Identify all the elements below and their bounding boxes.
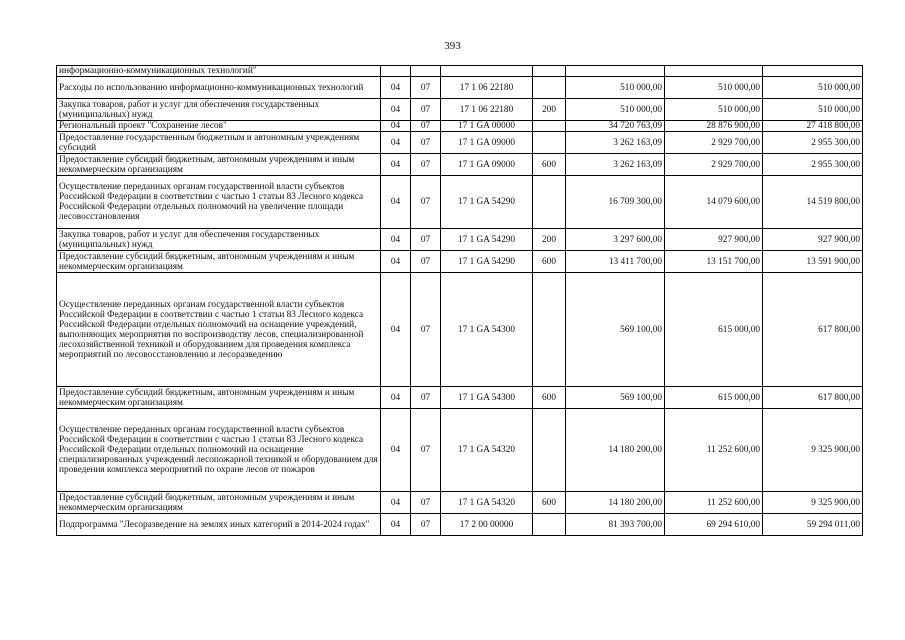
item-name: Расходы по использованию информационно-коммуникационных технологий bbox=[57, 77, 381, 99]
section-code bbox=[381, 66, 411, 77]
section-code: 04 bbox=[381, 121, 411, 132]
target-article-code: 17 1 06 22180 bbox=[441, 99, 533, 121]
target-article-code: 17 1 GA 54320 bbox=[441, 409, 533, 492]
item-name: Предоставление субсидий бюджетным, автономным учреждениям и иным некоммерческим организациям bbox=[57, 251, 381, 273]
target-article-code: 17 1 GA 54300 bbox=[441, 387, 533, 409]
target-article-code: 17 1 GA 54320 bbox=[441, 492, 533, 514]
amount-year-3 bbox=[763, 66, 863, 77]
expense-type-code: 200 bbox=[533, 229, 566, 251]
section-code: 04 bbox=[381, 229, 411, 251]
item-name: Подпрограмма "Лесоразведение на землях иных категорий в 2014-2024 годах" bbox=[57, 514, 381, 536]
expense-type-code bbox=[533, 77, 566, 99]
amount-year-3: 27 418 800,00 bbox=[763, 121, 863, 132]
amount-year-3: 13 591 900,00 bbox=[763, 251, 863, 273]
amount-year-1: 569 100,00 bbox=[566, 387, 665, 409]
target-article-code: 17 1 06 22180 bbox=[441, 77, 533, 99]
section-code: 04 bbox=[381, 409, 411, 492]
target-article-code: 17 1 GA 54290 bbox=[441, 229, 533, 251]
amount-year-1: 81 393 700,00 bbox=[566, 514, 665, 536]
amount-year-3: 9 325 900,00 bbox=[763, 492, 863, 514]
subsection-code: 07 bbox=[411, 229, 441, 251]
section-code: 04 bbox=[381, 77, 411, 99]
subsection-code: 07 bbox=[411, 251, 441, 273]
subsection-code: 07 bbox=[411, 176, 441, 229]
table-row bbox=[57, 251, 863, 273]
subsection-code: 07 bbox=[411, 132, 441, 154]
item-name: информационно-коммуникационных технологий" bbox=[57, 66, 381, 77]
target-article-code: 17 1 GA 54290 bbox=[441, 251, 533, 273]
expense-type-code: 200 bbox=[533, 99, 566, 121]
expense-type-code bbox=[533, 176, 566, 229]
subsection-code: 07 bbox=[411, 387, 441, 409]
table-row bbox=[57, 273, 863, 387]
subsection-code: 07 bbox=[411, 273, 441, 387]
amount-year-3: 2 955 300,00 bbox=[763, 154, 863, 176]
expense-type-code bbox=[533, 121, 566, 132]
section-code: 04 bbox=[381, 99, 411, 121]
item-name: Предоставление государственным бюджетным и автономным учреждениям субсидий bbox=[57, 132, 381, 154]
subsection-code: 07 bbox=[411, 99, 441, 121]
amount-year-3: 510 000,00 bbox=[763, 99, 863, 121]
amount-year-2: 13 151 700,00 bbox=[665, 251, 763, 273]
amount-year-3: 510 000,00 bbox=[763, 77, 863, 99]
target-article-code: 17 1 GA 54290 bbox=[441, 176, 533, 229]
section-code: 04 bbox=[381, 273, 411, 387]
amount-year-2: 615 000,00 bbox=[665, 273, 763, 387]
expense-type-code bbox=[533, 66, 566, 77]
table-row bbox=[57, 121, 863, 132]
table-row bbox=[57, 154, 863, 176]
amount-year-3: 2 955 300,00 bbox=[763, 132, 863, 154]
amount-year-1: 569 100,00 bbox=[566, 273, 665, 387]
amount-year-3: 617 800,00 bbox=[763, 273, 863, 387]
amount-year-2: 28 876 900,00 bbox=[665, 121, 763, 132]
section-code: 04 bbox=[381, 132, 411, 154]
amount-year-2: 510 000,00 bbox=[665, 99, 763, 121]
amount-year-2 bbox=[665, 66, 763, 77]
amount-year-1 bbox=[566, 66, 665, 77]
item-name: Осуществление переданных органам государственной власти субъектов Российской Федерации в соответствии с частью 1 статьи 83 Лесного кодекса Российской Федерации отдельных полномочий на оснащение учреждений, выполняющих мероприятия по воспроизводству лесов, специализированной лесохозяйственной техникой и оборудованием для проведения комплекса мероприятий по лесовосстановлению и лесоразведению bbox=[57, 273, 381, 387]
table-row bbox=[57, 132, 863, 154]
amount-year-3: 14 519 800,00 bbox=[763, 176, 863, 229]
expense-type-code: 600 bbox=[533, 251, 566, 273]
target-article-code: 17 1 GA 09000 bbox=[441, 154, 533, 176]
target-article-code bbox=[441, 66, 533, 77]
amount-year-2: 615 000,00 bbox=[665, 387, 763, 409]
target-article-code: 17 2 00 00000 bbox=[441, 514, 533, 536]
amount-year-1: 3 262 163,09 bbox=[566, 132, 665, 154]
subsection-code: 07 bbox=[411, 121, 441, 132]
budget-table bbox=[56, 65, 863, 536]
item-name: Региональный проект "Сохранение лесов" bbox=[57, 121, 381, 132]
expense-type-code: 600 bbox=[533, 492, 566, 514]
amount-year-3: 617 800,00 bbox=[763, 387, 863, 409]
amount-year-1: 16 709 300,00 bbox=[566, 176, 665, 229]
section-code: 04 bbox=[381, 492, 411, 514]
subsection-code: 07 bbox=[411, 77, 441, 99]
section-code: 04 bbox=[381, 387, 411, 409]
amount-year-3: 9 325 900,00 bbox=[763, 409, 863, 492]
subsection-code: 07 bbox=[411, 492, 441, 514]
amount-year-2: 510 000,00 bbox=[665, 77, 763, 99]
target-article-code: 17 1 GA 00000 bbox=[441, 121, 533, 132]
amount-year-2: 2 929 700,00 bbox=[665, 132, 763, 154]
section-code: 04 bbox=[381, 251, 411, 273]
subsection-code: 07 bbox=[411, 154, 441, 176]
expense-type-code bbox=[533, 514, 566, 536]
target-article-code: 17 1 GA 09000 bbox=[441, 132, 533, 154]
item-name: Предоставление субсидий бюджетным, автономным учреждениям и иным некоммерческим организациям bbox=[57, 387, 381, 409]
item-name: Предоставление субсидий бюджетным, автономным учреждениям и иным некоммерческим организациям bbox=[57, 492, 381, 514]
section-code: 04 bbox=[381, 514, 411, 536]
amount-year-2: 69 294 610,00 bbox=[665, 514, 763, 536]
table-row bbox=[57, 229, 863, 251]
amount-year-2: 11 252 600,00 bbox=[665, 492, 763, 514]
amount-year-1: 13 411 700,00 bbox=[566, 251, 665, 273]
amount-year-1: 14 180 200,00 bbox=[566, 492, 665, 514]
item-name: Закупка товаров, работ и услуг для обеспечения государственных (муниципальных) нужд bbox=[57, 99, 381, 121]
item-name: Предоставление субсидий бюджетным, автономным учреждениям и иным некоммерческим организациям bbox=[57, 154, 381, 176]
amount-year-1: 510 000,00 bbox=[566, 99, 665, 121]
table-row bbox=[57, 77, 863, 99]
table-row bbox=[57, 66, 863, 77]
amount-year-1: 3 297 600,00 bbox=[566, 229, 665, 251]
amount-year-1: 3 262 163,09 bbox=[566, 154, 665, 176]
amount-year-2: 2 929 700,00 bbox=[665, 154, 763, 176]
subsection-code: 07 bbox=[411, 409, 441, 492]
item-name: Закупка товаров, работ и услуг для обеспечения государственных (муниципальных) нужд bbox=[57, 229, 381, 251]
item-name: Осуществление переданных органам государственной власти субъектов Российской Федерации в соответствии с частью 1 статьи 83 Лесного кодекса Российской Федерации отдельных полномочий на оснащение специализированных учреждений лесопожарной техникой и оборудованием для проведения комплекса мероприятий по охране лесов от пожаров bbox=[57, 409, 381, 492]
expense-type-code: 600 bbox=[533, 387, 566, 409]
amount-year-2: 14 079 600,00 bbox=[665, 176, 763, 229]
amount-year-1: 14 180 200,00 bbox=[566, 409, 665, 492]
amount-year-3: 927 900,00 bbox=[763, 229, 863, 251]
table-row bbox=[57, 492, 863, 514]
amount-year-2: 11 252 600,00 bbox=[665, 409, 763, 492]
section-code: 04 bbox=[381, 154, 411, 176]
table-row bbox=[57, 99, 863, 121]
page-number: 393 bbox=[444, 40, 461, 52]
table-row bbox=[57, 409, 863, 492]
expense-type-code bbox=[533, 273, 566, 387]
subsection-code bbox=[411, 66, 441, 77]
table-row bbox=[57, 514, 863, 536]
expense-type-code: 600 bbox=[533, 154, 566, 176]
amount-year-1: 510 000,00 bbox=[566, 77, 665, 99]
target-article-code: 17 1 GA 54300 bbox=[441, 273, 533, 387]
amount-year-2: 927 900,00 bbox=[665, 229, 763, 251]
table-row bbox=[57, 387, 863, 409]
expense-type-code bbox=[533, 132, 566, 154]
expense-type-code bbox=[533, 409, 566, 492]
subsection-code: 07 bbox=[411, 514, 441, 536]
section-code: 04 bbox=[381, 176, 411, 229]
item-name: Осуществление переданных органам государственной власти субъектов Российской Федерации в соответствии с частью 1 статьи 83 Лесного кодекса Российской Федерации отдельных полномочий на увеличение площади лесовосстановления bbox=[57, 176, 381, 229]
amount-year-3: 59 294 011,00 bbox=[763, 514, 863, 536]
amount-year-1: 34 720 763,09 bbox=[566, 121, 665, 132]
table-row bbox=[57, 176, 863, 229]
